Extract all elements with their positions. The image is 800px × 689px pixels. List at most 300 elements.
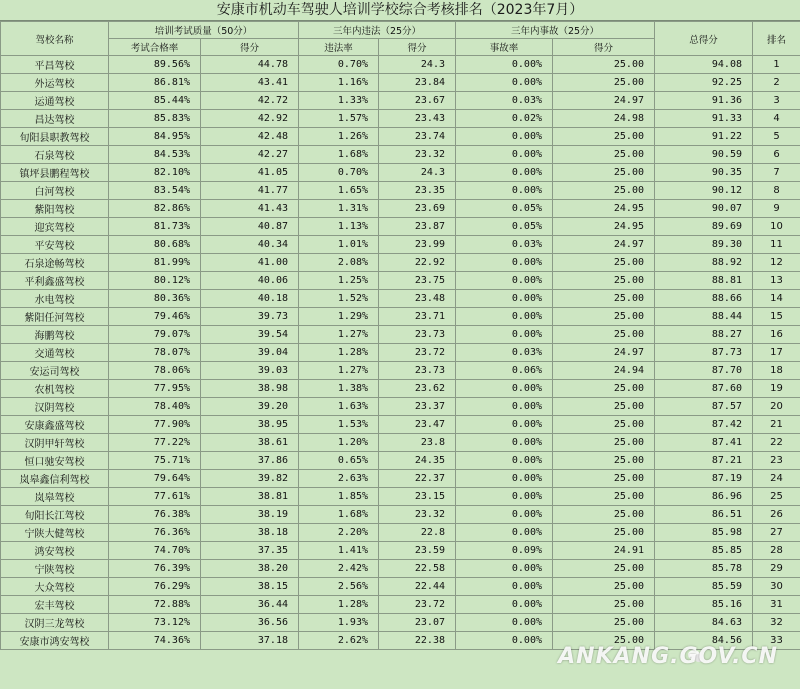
accident-rate-cell: 0.06% — [456, 362, 553, 380]
total-score-cell: 85.59 — [655, 578, 753, 596]
pass-score-cell: 36.44 — [201, 596, 299, 614]
table-row — [1, 110, 800, 128]
violation-score-cell: 23.84 — [379, 74, 456, 92]
rank-cell: 20 — [753, 398, 800, 416]
accident-rate-cell: 0.00% — [456, 164, 553, 182]
violation-score-cell: 22.38 — [379, 632, 456, 650]
rank-cell: 22 — [753, 434, 800, 452]
table-row — [1, 362, 800, 380]
school-name-cell: 紫阳任河驾校 — [1, 308, 109, 326]
pass-score-cell: 37.35 — [201, 542, 299, 560]
violation-rate-cell: 1.85% — [299, 488, 379, 506]
school-name-cell: 农机驾校 — [1, 380, 109, 398]
accident-rate-cell: 0.05% — [456, 200, 553, 218]
violation-score-cell: 23.99 — [379, 236, 456, 254]
accident-score-cell: 25.00 — [553, 380, 655, 398]
total-score-cell: 87.41 — [655, 434, 753, 452]
total-score-cell: 90.35 — [655, 164, 753, 182]
pass-rate-cell: 80.68% — [109, 236, 201, 254]
violation-rate-cell: 1.33% — [299, 92, 379, 110]
school-name-cell: 镇坪县鹏程驾校 — [1, 164, 109, 182]
rank-cell: 29 — [753, 560, 800, 578]
rank-cell: 14 — [753, 290, 800, 308]
pass-score-cell: 39.54 — [201, 326, 299, 344]
header-rank: 排名 — [753, 22, 800, 56]
accident-rate-cell: 0.03% — [456, 92, 553, 110]
accident-score-cell: 25.00 — [553, 560, 655, 578]
accident-rate-cell: 0.00% — [456, 614, 553, 632]
header-score-1: 得分 — [201, 39, 299, 56]
pass-score-cell: 38.18 — [201, 524, 299, 542]
pass-rate-cell: 83.54% — [109, 182, 201, 200]
school-name-cell: 水电驾校 — [1, 290, 109, 308]
table-row — [1, 506, 800, 524]
school-name-cell: 恒口驰安驾校 — [1, 452, 109, 470]
pass-rate-cell: 78.40% — [109, 398, 201, 416]
total-score-cell: 89.30 — [655, 236, 753, 254]
pass-score-cell: 40.87 — [201, 218, 299, 236]
violation-rate-cell: 1.28% — [299, 344, 379, 362]
accident-score-cell: 25.00 — [553, 254, 655, 272]
accident-score-cell: 24.95 — [553, 200, 655, 218]
school-name-cell: 紫阳驾校 — [1, 200, 109, 218]
total-score-cell: 87.70 — [655, 362, 753, 380]
rank-cell: 7 — [753, 164, 800, 182]
pass-rate-cell: 79.64% — [109, 470, 201, 488]
accident-score-cell: 25.00 — [553, 614, 655, 632]
accident-score-cell: 24.98 — [553, 110, 655, 128]
table-row — [1, 146, 800, 164]
school-name-cell: 平利鑫盛驾校 — [1, 272, 109, 290]
school-name-cell: 石泉途畅驾校 — [1, 254, 109, 272]
violation-rate-cell: 1.41% — [299, 542, 379, 560]
accident-rate-cell: 0.02% — [456, 110, 553, 128]
violation-rate-cell: 1.93% — [299, 614, 379, 632]
pass-rate-cell: 85.44% — [109, 92, 201, 110]
total-score-cell: 90.07 — [655, 200, 753, 218]
table-row — [1, 434, 800, 452]
school-name-cell: 汉阴甲轩驾校 — [1, 434, 109, 452]
rank-cell: 10 — [753, 218, 800, 236]
accident-score-cell: 25.00 — [553, 308, 655, 326]
total-score-cell: 87.21 — [655, 452, 753, 470]
pass-score-cell: 41.00 — [201, 254, 299, 272]
pass-rate-cell: 76.38% — [109, 506, 201, 524]
total-score-cell: 91.22 — [655, 128, 753, 146]
rank-cell: 4 — [753, 110, 800, 128]
school-name-cell: 宏丰驾校 — [1, 596, 109, 614]
pass-score-cell: 40.06 — [201, 272, 299, 290]
rank-cell: 33 — [753, 632, 800, 650]
total-score-cell: 90.12 — [655, 182, 753, 200]
page-title: 安康市机动车驾驶人培训学校综合考核排名（2023年7月） — [0, 0, 800, 21]
pass-score-cell: 39.20 — [201, 398, 299, 416]
violation-score-cell: 23.32 — [379, 146, 456, 164]
violation-score-cell: 23.67 — [379, 92, 456, 110]
school-name-cell: 宁陕驾校 — [1, 560, 109, 578]
accident-rate-cell: 0.00% — [456, 488, 553, 506]
table-row — [1, 326, 800, 344]
pass-rate-cell: 74.36% — [109, 632, 201, 650]
total-score-cell: 85.98 — [655, 524, 753, 542]
rank-cell: 32 — [753, 614, 800, 632]
rank-cell: 1 — [753, 56, 800, 74]
accident-score-cell: 25.00 — [553, 290, 655, 308]
accident-score-cell: 25.00 — [553, 164, 655, 182]
accident-score-cell: 25.00 — [553, 434, 655, 452]
school-name-cell: 汉阴驾校 — [1, 398, 109, 416]
school-name-cell: 运通驾校 — [1, 92, 109, 110]
rank-cell: 19 — [753, 380, 800, 398]
total-score-cell: 88.27 — [655, 326, 753, 344]
accident-rate-cell: 0.00% — [456, 632, 553, 650]
accident-rate-cell: 0.09% — [456, 542, 553, 560]
pass-rate-cell: 76.29% — [109, 578, 201, 596]
rank-cell: 16 — [753, 326, 800, 344]
accident-score-cell: 25.00 — [553, 182, 655, 200]
total-score-cell: 91.33 — [655, 110, 753, 128]
table-row — [1, 488, 800, 506]
pass-rate-cell: 80.12% — [109, 272, 201, 290]
school-name-cell: 石泉驾校 — [1, 146, 109, 164]
pass-rate-cell: 82.86% — [109, 200, 201, 218]
header-violations: 三年内违法（25分） — [299, 22, 456, 39]
accident-rate-cell: 0.05% — [456, 218, 553, 236]
school-name-cell: 大众驾校 — [1, 578, 109, 596]
violation-rate-cell: 0.70% — [299, 164, 379, 182]
violation-score-cell: 23.07 — [379, 614, 456, 632]
pass-score-cell: 40.34 — [201, 236, 299, 254]
violation-rate-cell: 1.20% — [299, 434, 379, 452]
accident-rate-cell: 0.00% — [456, 416, 553, 434]
violation-score-cell: 22.8 — [379, 524, 456, 542]
accident-rate-cell: 0.00% — [456, 74, 553, 92]
pass-rate-cell: 78.07% — [109, 344, 201, 362]
rank-cell: 8 — [753, 182, 800, 200]
table-row — [1, 614, 800, 632]
violation-score-cell: 24.3 — [379, 56, 456, 74]
violation-score-cell: 23.73 — [379, 362, 456, 380]
pass-score-cell: 43.41 — [201, 74, 299, 92]
rank-cell: 2 — [753, 74, 800, 92]
pass-score-cell: 38.61 — [201, 434, 299, 452]
pass-score-cell: 39.04 — [201, 344, 299, 362]
school-name-cell: 昌达驾校 — [1, 110, 109, 128]
violation-score-cell: 23.43 — [379, 110, 456, 128]
table-row — [1, 56, 800, 74]
pass-score-cell: 38.95 — [201, 416, 299, 434]
accident-rate-cell: 0.00% — [456, 146, 553, 164]
header-violation-rate: 违法率 — [299, 39, 379, 56]
total-score-cell: 88.81 — [655, 272, 753, 290]
rank-cell: 23 — [753, 452, 800, 470]
pass-rate-cell: 74.70% — [109, 542, 201, 560]
school-name-cell: 宁陕大健驾校 — [1, 524, 109, 542]
table-row — [1, 200, 800, 218]
rank-cell: 15 — [753, 308, 800, 326]
header-pass-rate: 考试合格率 — [109, 39, 201, 56]
violation-rate-cell: 1.38% — [299, 380, 379, 398]
accident-score-cell: 25.00 — [553, 56, 655, 74]
rank-cell: 25 — [753, 488, 800, 506]
accident-score-cell: 24.97 — [553, 344, 655, 362]
rank-cell: 11 — [753, 236, 800, 254]
pass-rate-cell: 77.61% — [109, 488, 201, 506]
total-score-cell: 88.44 — [655, 308, 753, 326]
violation-score-cell: 22.92 — [379, 254, 456, 272]
rank-cell: 21 — [753, 416, 800, 434]
rank-cell: 31 — [753, 596, 800, 614]
table-row — [1, 578, 800, 596]
total-score-cell: 85.85 — [655, 542, 753, 560]
total-score-cell: 84.63 — [655, 614, 753, 632]
table-row — [1, 542, 800, 560]
accident-score-cell: 25.00 — [553, 398, 655, 416]
accident-rate-cell: 0.00% — [456, 56, 553, 74]
violation-rate-cell: 1.13% — [299, 218, 379, 236]
violation-rate-cell: 2.20% — [299, 524, 379, 542]
ranking-table — [0, 21, 800, 650]
accident-rate-cell: 0.00% — [456, 506, 553, 524]
table-row — [1, 182, 800, 200]
rank-cell: 28 — [753, 542, 800, 560]
violation-score-cell: 23.71 — [379, 308, 456, 326]
table-row — [1, 470, 800, 488]
pass-score-cell: 44.78 — [201, 56, 299, 74]
school-name-cell: 外运驾校 — [1, 74, 109, 92]
rank-cell: 13 — [753, 272, 800, 290]
accident-rate-cell: 0.03% — [456, 236, 553, 254]
table-row — [1, 596, 800, 614]
pass-rate-cell: 72.88% — [109, 596, 201, 614]
violation-rate-cell: 2.08% — [299, 254, 379, 272]
total-score-cell: 84.56 — [655, 632, 753, 650]
table-row — [1, 236, 800, 254]
accident-score-cell: 25.00 — [553, 128, 655, 146]
accident-rate-cell: 0.00% — [456, 290, 553, 308]
pass-rate-cell: 77.22% — [109, 434, 201, 452]
pass-score-cell: 37.86 — [201, 452, 299, 470]
accident-score-cell: 24.94 — [553, 362, 655, 380]
pass-score-cell: 42.92 — [201, 110, 299, 128]
accident-score-cell: 25.00 — [553, 524, 655, 542]
violation-rate-cell: 1.53% — [299, 416, 379, 434]
accident-rate-cell: 0.00% — [456, 524, 553, 542]
total-score-cell: 91.36 — [655, 92, 753, 110]
header-score-2: 得分 — [379, 39, 456, 56]
school-name-cell: 汉阴三龙驾校 — [1, 614, 109, 632]
school-name-cell: 安康市鸿安驾校 — [1, 632, 109, 650]
total-score-cell: 85.16 — [655, 596, 753, 614]
table-row — [1, 452, 800, 470]
table-row — [1, 218, 800, 236]
accident-score-cell: 25.00 — [553, 488, 655, 506]
accident-rate-cell: 0.00% — [456, 560, 553, 578]
total-score-cell: 88.92 — [655, 254, 753, 272]
violation-rate-cell: 1.25% — [299, 272, 379, 290]
total-score-cell: 87.19 — [655, 470, 753, 488]
violation-rate-cell: 1.63% — [299, 398, 379, 416]
pass-score-cell: 41.43 — [201, 200, 299, 218]
violation-rate-cell: 1.65% — [299, 182, 379, 200]
pass-rate-cell: 79.07% — [109, 326, 201, 344]
total-score-cell: 89.69 — [655, 218, 753, 236]
violation-rate-cell: 0.70% — [299, 56, 379, 74]
pass-rate-cell: 77.95% — [109, 380, 201, 398]
accident-rate-cell: 0.00% — [456, 398, 553, 416]
accident-rate-cell: 0.03% — [456, 344, 553, 362]
violation-rate-cell: 1.28% — [299, 596, 379, 614]
pass-score-cell: 39.03 — [201, 362, 299, 380]
table-row — [1, 272, 800, 290]
total-score-cell: 87.42 — [655, 416, 753, 434]
violation-rate-cell: 1.16% — [299, 74, 379, 92]
violation-score-cell: 23.35 — [379, 182, 456, 200]
violation-rate-cell: 2.63% — [299, 470, 379, 488]
pass-rate-cell: 79.46% — [109, 308, 201, 326]
violation-rate-cell: 2.62% — [299, 632, 379, 650]
violation-score-cell: 22.58 — [379, 560, 456, 578]
accident-rate-cell: 0.00% — [456, 128, 553, 146]
accident-rate-cell: 0.00% — [456, 578, 553, 596]
accident-score-cell: 25.00 — [553, 452, 655, 470]
total-score-cell: 87.57 — [655, 398, 753, 416]
school-name-cell: 岚皋鑫信利驾校 — [1, 470, 109, 488]
violation-rate-cell: 2.56% — [299, 578, 379, 596]
accident-score-cell: 25.00 — [553, 326, 655, 344]
school-name-cell: 安康鑫盛驾校 — [1, 416, 109, 434]
violation-score-cell: 24.3 — [379, 164, 456, 182]
pass-rate-cell: 76.39% — [109, 560, 201, 578]
header-total: 总得分 — [655, 22, 753, 56]
pass-rate-cell: 82.10% — [109, 164, 201, 182]
total-score-cell: 86.51 — [655, 506, 753, 524]
school-name-cell: 平昌驾校 — [1, 56, 109, 74]
pass-rate-cell: 86.81% — [109, 74, 201, 92]
accident-score-cell: 25.00 — [553, 272, 655, 290]
violation-score-cell: 23.74 — [379, 128, 456, 146]
accident-rate-cell: 0.00% — [456, 434, 553, 452]
accident-score-cell: 25.00 — [553, 470, 655, 488]
pass-score-cell: 38.19 — [201, 506, 299, 524]
total-score-cell: 86.96 — [655, 488, 753, 506]
accident-score-cell: 24.97 — [553, 236, 655, 254]
violation-rate-cell: 1.52% — [299, 290, 379, 308]
table-row — [1, 416, 800, 434]
violation-score-cell: 23.15 — [379, 488, 456, 506]
violation-score-cell: 23.47 — [379, 416, 456, 434]
pass-score-cell: 38.20 — [201, 560, 299, 578]
rank-cell: 3 — [753, 92, 800, 110]
violation-rate-cell: 1.01% — [299, 236, 379, 254]
rank-cell: 26 — [753, 506, 800, 524]
accident-rate-cell: 0.00% — [456, 380, 553, 398]
rank-cell: 27 — [753, 524, 800, 542]
violation-score-cell: 23.48 — [379, 290, 456, 308]
violation-score-cell: 23.87 — [379, 218, 456, 236]
accident-rate-cell: 0.00% — [456, 452, 553, 470]
pass-rate-cell: 84.95% — [109, 128, 201, 146]
school-name-cell: 平安驾校 — [1, 236, 109, 254]
accident-score-cell: 25.00 — [553, 578, 655, 596]
school-name-cell: 迎宾驾校 — [1, 218, 109, 236]
accident-score-cell: 25.00 — [553, 596, 655, 614]
total-score-cell: 92.25 — [655, 74, 753, 92]
pass-rate-cell: 73.12% — [109, 614, 201, 632]
violation-rate-cell: 2.42% — [299, 560, 379, 578]
table-row — [1, 92, 800, 110]
total-score-cell: 88.66 — [655, 290, 753, 308]
pass-rate-cell: 89.56% — [109, 56, 201, 74]
table-row — [1, 344, 800, 362]
violation-score-cell: 24.35 — [379, 452, 456, 470]
school-name-cell: 鸿安驾校 — [1, 542, 109, 560]
violation-rate-cell: 1.26% — [299, 128, 379, 146]
accident-rate-cell: 0.00% — [456, 272, 553, 290]
accident-score-cell: 24.95 — [553, 218, 655, 236]
accident-score-cell: 25.00 — [553, 506, 655, 524]
accident-rate-cell: 0.00% — [456, 470, 553, 488]
violation-score-cell: 23.59 — [379, 542, 456, 560]
violation-rate-cell: 1.68% — [299, 146, 379, 164]
violation-rate-cell: 1.27% — [299, 362, 379, 380]
table-row — [1, 380, 800, 398]
school-name-cell: 交通驾校 — [1, 344, 109, 362]
violation-rate-cell: 1.31% — [299, 200, 379, 218]
accident-rate-cell: 0.00% — [456, 326, 553, 344]
table-row — [1, 398, 800, 416]
header-school: 驾校名称 — [1, 22, 109, 56]
violation-score-cell: 23.72 — [379, 344, 456, 362]
school-name-cell: 安运司驾校 — [1, 362, 109, 380]
pass-rate-cell: 75.71% — [109, 452, 201, 470]
violation-score-cell: 23.37 — [379, 398, 456, 416]
total-score-cell: 90.59 — [655, 146, 753, 164]
pass-score-cell: 39.82 — [201, 470, 299, 488]
table-row — [1, 128, 800, 146]
violation-score-cell: 23.75 — [379, 272, 456, 290]
table-row — [1, 290, 800, 308]
pass-rate-cell: 81.99% — [109, 254, 201, 272]
table-row — [1, 308, 800, 326]
pass-rate-cell: 77.90% — [109, 416, 201, 434]
pass-score-cell: 40.18 — [201, 290, 299, 308]
pass-rate-cell: 76.36% — [109, 524, 201, 542]
violation-score-cell: 23.69 — [379, 200, 456, 218]
header-accident-rate: 事故率 — [456, 39, 553, 56]
pass-score-cell: 38.81 — [201, 488, 299, 506]
pass-score-cell: 42.48 — [201, 128, 299, 146]
violation-score-cell: 22.44 — [379, 578, 456, 596]
total-score-cell: 87.60 — [655, 380, 753, 398]
header-score-3: 得分 — [553, 39, 655, 56]
watermark-text: ANKANG.GOV.CN — [558, 644, 778, 669]
total-score-cell: 85.78 — [655, 560, 753, 578]
accident-score-cell: 25.00 — [553, 74, 655, 92]
school-name-cell: 白河驾校 — [1, 182, 109, 200]
accident-score-cell: 25.00 — [553, 146, 655, 164]
accident-score-cell: 24.97 — [553, 92, 655, 110]
pass-rate-cell: 85.83% — [109, 110, 201, 128]
violation-score-cell: 23.72 — [379, 596, 456, 614]
header-training-quality: 培训考试质量（50分） — [109, 22, 299, 39]
pass-rate-cell: 80.36% — [109, 290, 201, 308]
violation-rate-cell: 0.65% — [299, 452, 379, 470]
violation-score-cell: 22.37 — [379, 470, 456, 488]
table-row — [1, 560, 800, 578]
pass-rate-cell: 84.53% — [109, 146, 201, 164]
rank-cell: 12 — [753, 254, 800, 272]
